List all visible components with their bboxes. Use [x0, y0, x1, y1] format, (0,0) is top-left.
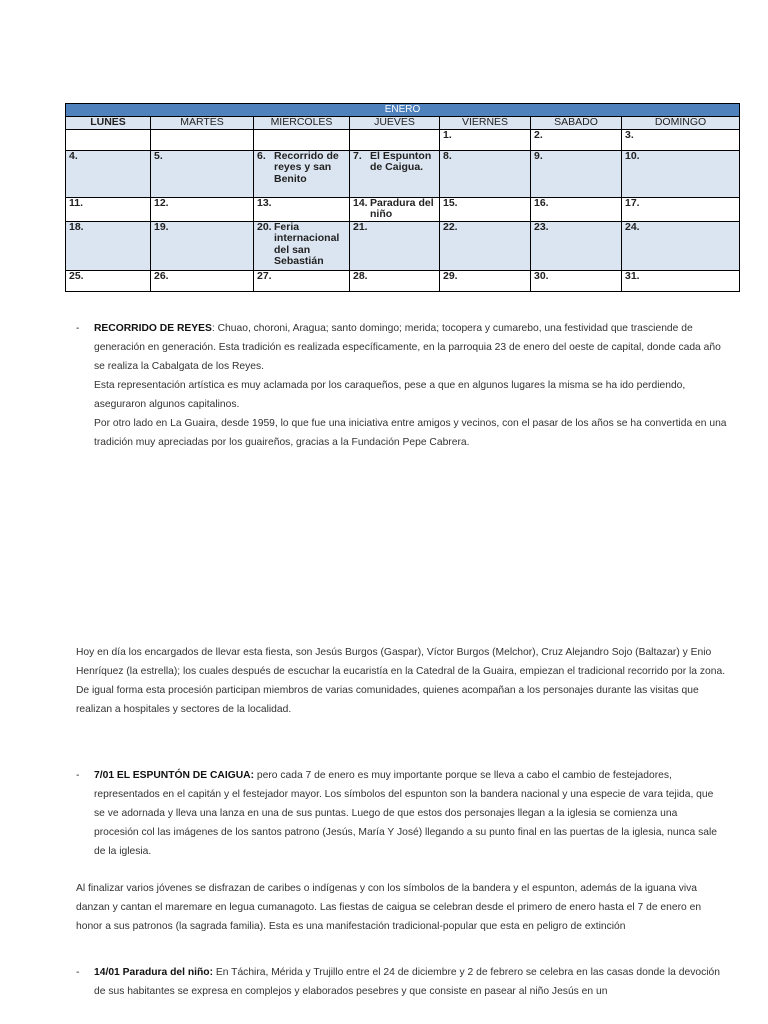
- bullet-marker: -: [76, 770, 80, 781]
- day-number: 9.: [534, 149, 543, 162]
- day-number: 30.: [534, 269, 549, 282]
- day-number: 29.: [443, 269, 458, 282]
- day-number: 18.: [69, 220, 84, 233]
- finalizar-paragraph: Al finalizar varios jóvenes se disfrazan de caribes o indígenas y con los símbolos de la bandera y el espunton, además de la iguana viva danzan y cantan el maremare en legua cumanagoto. Las fiestas de caigua se celebran desde el primero de enero hasta el 7 de enero en honor a sus patronos (la sagrada familia). Esta es una manifestación tradicional-popular que esta en peligro de extinción: [76, 883, 702, 932]
- day-cell: [350, 197, 440, 221]
- day-number: 3.: [625, 128, 634, 141]
- day-header-lunes: LUNES: [66, 116, 151, 129]
- day-number: 15.: [443, 196, 458, 209]
- day-cell: [622, 270, 740, 291]
- day-number: 10.: [625, 149, 640, 162]
- hoy-paragraph: [76, 643, 726, 719]
- day-cell: [151, 270, 254, 291]
- week-row: [66, 150, 740, 197]
- day-number: 12.: [154, 196, 169, 209]
- day-number: 26.: [154, 269, 169, 282]
- hoy-p1: Hoy en día los encargados de llevar esta fiesta, son Jesús Burgos (Gaspar), Víctor Burgos (Melchor), Cruz Alejandro Sojo (Baltazar) y Enio Henríquez (la estrella); los cuales después de escuchar la eucaristía en la Catedral de la Guaira, empiezan el tradicional recorrido por la zona.: [76, 647, 726, 677]
- event-label: El Espunton de Caigua.: [370, 149, 432, 173]
- reyes-text: : Chuao, choroni, Aragua; santo domingo; merida; tocopera y cumarebo, una festividad que trasciende de generación en generación. Esta tradición es realizada específicamente, en la parroquia 23 de enero del oeste de capital, donde cada año se realiza la Cabalgata de los Reyes.: [94, 323, 721, 372]
- day-cell: [66, 129, 151, 150]
- day-cell: [350, 129, 440, 150]
- day-cell: [254, 270, 350, 291]
- reyes-paragraph: [94, 319, 734, 452]
- hoy-p2: De igual forma esta procesión participan miembros de varias comunidades, quienes acompañan a los personajes durante las visitas que realizan a hospitales y sectores de la localidad.: [76, 685, 699, 715]
- week-row: [66, 221, 740, 270]
- espunton-title: 7/01 EL ESPUNTÓN DE CAIGUA:: [94, 770, 255, 781]
- day-cell: [151, 150, 254, 197]
- day-number: 7.: [353, 149, 362, 162]
- espunton-text: pero cada 7 de enero es muy importante porque se lleva a cabo el cambio de festejadores, representados en el capitán y el festejador mayor. Los símbolos del espunton son la bandera nacional y una especie de vara tejida, que se ve adornada y lleva una lanza en una de sus puntas. Luego de que estos dos personajes llegan a la iglesia se comienza una procesión col las imágenes de los santos patrono (Jesús, María Y José) llegando a su punto final en las puertas de la iglesia, nunca sale de la iglesia.: [94, 770, 717, 857]
- day-cell: [531, 221, 622, 270]
- day-header-viernes: VIERNES: [440, 116, 531, 129]
- day-cell: [440, 129, 531, 150]
- day-number: 5.: [154, 149, 163, 162]
- day-number: 28.: [353, 269, 368, 282]
- day-cell: [440, 221, 531, 270]
- day-number: 8.: [443, 149, 452, 162]
- day-cell: [66, 150, 151, 197]
- week-row: [66, 270, 740, 291]
- day-cell: [531, 270, 622, 291]
- bullet-marker: -: [76, 967, 80, 978]
- day-cell: [531, 129, 622, 150]
- day-cell: [440, 270, 531, 291]
- day-cell: [254, 150, 350, 197]
- day-number: 14.: [353, 196, 368, 209]
- day-cell: [350, 221, 440, 270]
- day-cell: [254, 197, 350, 221]
- day-number: 2.: [534, 128, 543, 141]
- day-number: 20.: [257, 220, 272, 233]
- day-number: 11.: [69, 196, 84, 209]
- day-cell: [151, 197, 254, 221]
- reyes-title: RECORRIDO DE REYES: [94, 323, 212, 334]
- day-cell: [622, 150, 740, 197]
- day-cell: [440, 150, 531, 197]
- day-cell: [622, 221, 740, 270]
- day-cell: [254, 221, 350, 270]
- day-header-martes: MARTES: [151, 116, 254, 129]
- day-header-jueves: JUEVES: [350, 116, 440, 129]
- day-cell: [151, 129, 254, 150]
- day-cell: [151, 221, 254, 270]
- day-number: 27.: [257, 269, 272, 282]
- event-label: Feria internacional del san Sebastián: [274, 220, 340, 267]
- paradura-paragraph: [94, 963, 724, 1001]
- day-cell: [622, 197, 740, 221]
- day-cell: [440, 197, 531, 221]
- day-cell: [531, 150, 622, 197]
- day-number: 17.: [625, 196, 640, 209]
- paradura-text: En Táchira, Mérida y Trujillo entre el 24 de diciembre y 2 de febrero se celebra en las casas donde la devoción de sus habitantes se expresa en complejos y elaborados pesebres y que consiste en pasear al niño Jesús en un: [94, 967, 720, 997]
- day-number: 1.: [443, 128, 452, 141]
- day-number: 22.: [443, 220, 458, 233]
- day-cell: [66, 197, 151, 221]
- event-label: Recorrido de reyes y san Benito: [274, 149, 339, 185]
- day-number: 4.: [69, 149, 78, 162]
- day-header-miercoles: MIERCOLES: [254, 116, 350, 129]
- reyes-p2: Esta representación artística es muy aclamada por los caraqueños, pese a que en algunos lugares la misma se ha ido perdiendo, aseguraron algunos capitalinos.: [94, 380, 686, 410]
- day-cell: [350, 270, 440, 291]
- day-number: 19.: [154, 220, 169, 233]
- day-cell: [531, 197, 622, 221]
- day-number: 25.: [69, 269, 84, 282]
- day-cell: [66, 221, 151, 270]
- day-cell: [254, 129, 350, 150]
- day-cell: [66, 270, 151, 291]
- week-row: [66, 129, 740, 150]
- day-number: 31.: [625, 269, 640, 282]
- month-header: ENERO: [66, 104, 740, 117]
- day-header-sabado: SABADO: [531, 116, 622, 129]
- day-header-domingo: DOMINGO: [622, 116, 740, 129]
- day-number: 13.: [257, 196, 272, 209]
- paradura-title: 14/01 Paradura del niño:: [94, 967, 214, 978]
- day-number: 6.: [257, 149, 266, 162]
- bullet-marker: -: [76, 323, 80, 334]
- calendar-table: [65, 103, 740, 292]
- day-number: 16.: [534, 196, 549, 209]
- day-number: 21.: [353, 220, 368, 233]
- event-label: Paradura del niño: [370, 196, 434, 220]
- day-number: 23.: [534, 220, 549, 233]
- day-cell: [350, 150, 440, 197]
- reyes-p3: Por otro lado en La Guaira, desde 1959, lo que fue una iniciativa entre amigos y vecinos, con el pasar de los años se ha convertida en una tradición muy apreciadas por los guaireños, gracias a la Fundación Pepe Cabrera.: [94, 418, 727, 448]
- day-number: 24.: [625, 220, 640, 233]
- day-cell: [622, 129, 740, 150]
- espunton-paragraph: [94, 766, 724, 861]
- week-row: [66, 197, 740, 221]
